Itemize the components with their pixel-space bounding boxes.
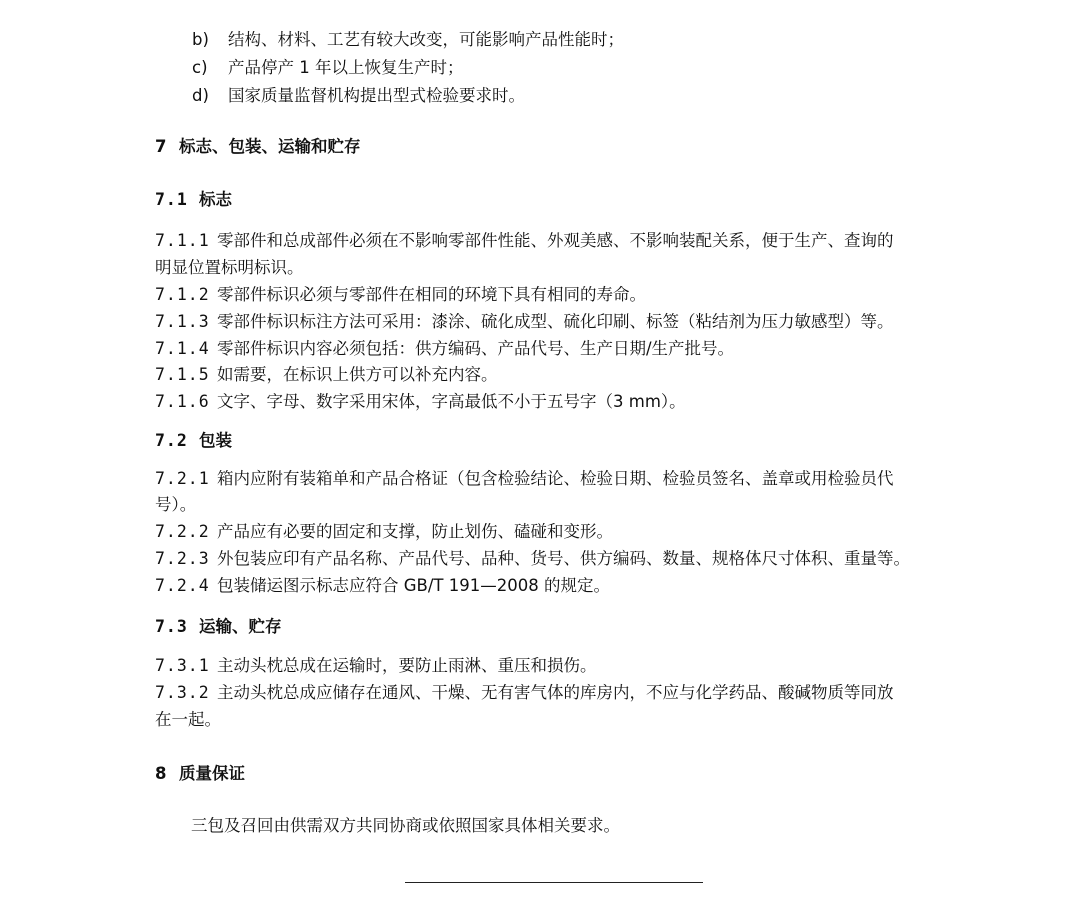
subsection-number: 7.2 xyxy=(155,431,188,450)
clause-number: 7.1.6 xyxy=(155,392,210,411)
list-item-text: 国家质量监督机构提出型式检验要求时。 xyxy=(228,86,525,105)
clause-number: 7.1.2 xyxy=(155,285,210,304)
clause-text: 号）。 xyxy=(155,495,197,514)
footer-divider xyxy=(405,882,703,883)
list-item-label: b) xyxy=(192,30,209,49)
clause-number: 7.2.2 xyxy=(155,522,210,541)
clause-text: 主动头枕总成在运输时，要防止雨淋、重压和损伤。 xyxy=(217,656,597,675)
clause-text: 零部件标识标注方法可采用：漆涂、硫化成型、硫化印刷、标签（粘结剂为压力敏感型）等。 xyxy=(217,312,894,331)
clause-text: 产品应有必要的固定和支撑，防止划伤、磕碰和变形。 xyxy=(217,522,613,541)
subsection-title: 运输、贮存 xyxy=(199,617,282,636)
clause-number: 7.3.1 xyxy=(155,656,210,675)
list-item-text: 产品停产 1 年以上恢复生产时； xyxy=(228,58,464,77)
clause-text: 如需要，在标识上供方可以补充内容。 xyxy=(217,365,498,384)
section-body-text: 三包及召回由供需双方共同协商或依照国家具体相关要求。 xyxy=(191,816,620,835)
clause-text: 包装储运图示标志应符合 GB/T 191—2008 的规定。 xyxy=(217,576,610,595)
clause-number: 7.2.3 xyxy=(155,549,210,568)
clause-number: 7.2.4 xyxy=(155,576,210,595)
section-number: 7 xyxy=(155,137,167,156)
section-title: 质量保证 xyxy=(179,764,245,783)
clause-text: 零部件和总成部件必须在不影响零部件性能、外观美感、不影响装配关系，便于生产、查询的 xyxy=(217,231,894,250)
clause-text: 外包装应印有产品名称、产品代号、品种、货号、供方编码、数量、规格体尺寸体积、重量等。 xyxy=(217,549,910,568)
subsection-number: 7.1 xyxy=(155,190,188,209)
clause-text: 箱内应附有装箱单和产品合格证（包含检验结论、检验日期、检验员签名、盖章或用检验员代 xyxy=(217,469,894,488)
clause-text: 零部件标识内容必须包括：供方编码、产品代号、生产日期/生产批号。 xyxy=(217,339,735,358)
clause-number: 7.3.2 xyxy=(155,683,210,702)
list-item-text: 结构、材料、工艺有较大改变，可能影响产品性能时； xyxy=(228,30,624,49)
clause-text: 明显位置标明标识。 xyxy=(155,258,304,277)
list-item-label: d) xyxy=(192,86,209,105)
list-item-label: c) xyxy=(192,58,208,77)
clause-text: 在一起。 xyxy=(155,710,221,729)
clause-number: 7.2.1 xyxy=(155,469,210,488)
subsection-title: 标志 xyxy=(199,190,232,209)
clause-text: 主动头枕总成应储存在通风、干燥、无有害气体的库房内，不应与化学药品、酸碱物质等同放 xyxy=(217,683,894,702)
clause-number: 7.1.5 xyxy=(155,365,210,384)
clause-text: 文字、字母、数字采用宋体，字高最低不小于五号字（3 mm）。 xyxy=(217,392,686,411)
section-title: 标志、包装、运输和贮存 xyxy=(179,137,361,156)
clause-text: 零部件标识必须与零部件在相同的环境下具有相同的寿命。 xyxy=(217,285,646,304)
section-number: 8 xyxy=(155,764,167,783)
subsection-number: 7.3 xyxy=(155,617,188,636)
clause-number: 7.1.3 xyxy=(155,312,210,331)
subsection-title: 包装 xyxy=(199,431,232,450)
clause-number: 7.1.1 xyxy=(155,231,210,250)
clause-number: 7.1.4 xyxy=(155,339,210,358)
